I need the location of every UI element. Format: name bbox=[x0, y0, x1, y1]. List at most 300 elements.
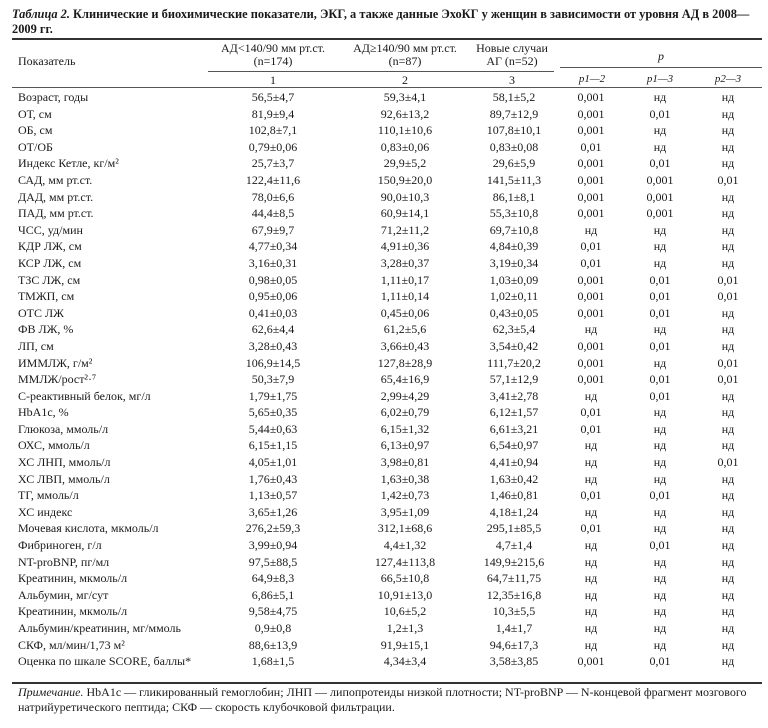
group1-value: 25,7±3,7 bbox=[251, 156, 295, 171]
p13-value: 0,01 bbox=[649, 289, 671, 304]
row-label: ПАД, мм рт.ст. bbox=[18, 206, 94, 221]
p12-value: 0,01 bbox=[580, 239, 602, 254]
p23-value: 0,01 bbox=[717, 172, 739, 187]
group3-value: 6,54±0,97 bbox=[489, 438, 539, 453]
p23-value: нд bbox=[721, 654, 735, 669]
p12-value: 0,01 bbox=[580, 521, 602, 536]
group2-value: 92,6±13,2 bbox=[380, 106, 430, 121]
row-label: Фибриноген, г/л bbox=[18, 538, 102, 553]
column-header-group1-line1: АД<140/90 мм рт.ст. bbox=[221, 41, 325, 55]
table-row bbox=[12, 371, 762, 388]
column-header-p12: p1—2 bbox=[578, 73, 606, 85]
p12-value: 0,01 bbox=[580, 139, 602, 154]
column-number-1: 1 bbox=[270, 73, 276, 87]
p23-value: нд bbox=[721, 488, 735, 503]
table-row bbox=[12, 189, 762, 206]
table-row bbox=[12, 305, 762, 322]
p13-value: 0,01 bbox=[649, 305, 671, 320]
column-header-p: p bbox=[658, 49, 664, 63]
table-row bbox=[12, 421, 762, 438]
group3-value: 57,1±12,9 bbox=[489, 372, 539, 387]
table-note-label: Примечание. bbox=[18, 685, 84, 699]
p12-value: 0,01 bbox=[580, 488, 602, 503]
table-caption-lead: Таблица 2. bbox=[12, 7, 70, 21]
table-row bbox=[12, 388, 762, 405]
p13-value: 0,01 bbox=[649, 272, 671, 287]
p12-value: нд bbox=[584, 571, 598, 586]
table-row bbox=[12, 537, 762, 554]
row-label: ОТС ЛЖ bbox=[18, 305, 64, 320]
p12-value: нд bbox=[584, 621, 598, 635]
column-header-group2-line2: (n=87) bbox=[388, 54, 422, 68]
table-row bbox=[12, 222, 762, 239]
group2-value: 0,45±0,06 bbox=[380, 305, 430, 320]
p12-value: 0,01 bbox=[580, 255, 602, 270]
group2-value: 3,66±0,43 bbox=[380, 338, 430, 353]
group1-value: 5,44±0,63 bbox=[248, 421, 298, 436]
p12-value: 0,001 bbox=[577, 106, 605, 121]
p13-value: 0,001 bbox=[646, 206, 674, 221]
group2-value: 6,15±1,32 bbox=[380, 421, 430, 436]
p23-value: нд bbox=[721, 222, 735, 237]
group1-value: 3,65±1,26 bbox=[248, 504, 298, 519]
column-header-group3 bbox=[470, 42, 554, 68]
p12-value: нд bbox=[584, 504, 598, 519]
row-label: Возраст, годы bbox=[18, 90, 89, 104]
group1-value: 3,16±0,31 bbox=[248, 255, 298, 270]
group3-value: 141,5±11,3 bbox=[486, 172, 542, 187]
group2-value: 3,95±1,09 bbox=[380, 504, 430, 519]
p12-value: 0,001 bbox=[577, 172, 605, 187]
row-label: ФВ ЛЖ, % bbox=[18, 322, 74, 337]
p23-value: нд bbox=[721, 239, 735, 254]
data-table bbox=[12, 89, 762, 670]
group2-value: 1,11±0,14 bbox=[380, 289, 430, 304]
group3-value: 86,1±8,1 bbox=[492, 189, 536, 204]
group3-value: 62,3±5,4 bbox=[492, 322, 536, 337]
p23-value: нд bbox=[721, 139, 735, 154]
p23-value: нд bbox=[721, 521, 735, 536]
group3-value: 4,84±0,39 bbox=[489, 239, 539, 254]
row-label: Альбумин/креатинин, мг/ммоль bbox=[18, 621, 181, 635]
p23-value: нд bbox=[721, 338, 735, 353]
table-row bbox=[12, 172, 762, 189]
p12-value: нд bbox=[584, 388, 598, 403]
p23-value: нд bbox=[721, 538, 735, 553]
group1-value: 56,5±4,7 bbox=[251, 90, 295, 104]
group1-value: 50,3±7,9 bbox=[251, 372, 295, 387]
table-row bbox=[12, 437, 762, 454]
p12-value: 0,001 bbox=[577, 123, 605, 138]
group3-value: 29,6±5,9 bbox=[492, 156, 536, 171]
group1-value: 3,28±0,43 bbox=[248, 338, 298, 353]
group2-value: 150,9±20,0 bbox=[377, 172, 433, 187]
table-note-text: HbA1c — гликированный гемоглобин; ЛНП — липопротеиды низкой плотности; NT-proBNP — N-концевой фрагмент мозгового натрийуретического пептида; СКФ — скорость клубочковой фильтрации. bbox=[18, 685, 747, 714]
row-label: Креатинин, мкмоль/л bbox=[18, 571, 128, 586]
group3-value: 295,1±85,5 bbox=[486, 521, 542, 536]
p13-value: нд bbox=[653, 322, 667, 337]
table-bottom-rule bbox=[12, 682, 762, 684]
p13-value: нд bbox=[653, 455, 667, 470]
group1-value: 106,9±14,5 bbox=[245, 355, 301, 370]
group3-value: 107,8±10,1 bbox=[486, 123, 542, 138]
group3-value: 3,58±3,85 bbox=[489, 654, 539, 669]
p23-value: нд bbox=[721, 554, 735, 569]
group2-value: 60,9±14,1 bbox=[380, 206, 430, 221]
p13-value: нд bbox=[653, 604, 667, 619]
group1-value: 81,9±9,4 bbox=[251, 106, 295, 121]
p23-value: нд bbox=[721, 604, 735, 619]
p23-value: нд bbox=[721, 571, 735, 586]
table-note bbox=[18, 685, 762, 715]
group1-value: 78,0±6,6 bbox=[251, 189, 295, 204]
table-row bbox=[12, 122, 762, 139]
p13-value: 0,001 bbox=[646, 189, 674, 204]
p13-value: нд bbox=[653, 554, 667, 569]
group1-value: 1,13±0,57 bbox=[248, 488, 298, 503]
column-number-2: 2 bbox=[402, 73, 408, 87]
p13-value: нд bbox=[653, 222, 667, 237]
group3-value: 1,63±0,42 bbox=[489, 471, 539, 486]
column-header-group1 bbox=[208, 42, 338, 68]
column-header-group3-line1: Новые случаи bbox=[476, 41, 548, 55]
p13-value: нд bbox=[653, 521, 667, 536]
group1-value: 122,4±11,6 bbox=[245, 172, 301, 187]
p23-value: 0,01 bbox=[717, 455, 739, 470]
group3-value: 69,7±10,8 bbox=[489, 222, 539, 237]
row-label: ММЛЖ/рост²·⁷ bbox=[18, 372, 97, 387]
p23-value: нд bbox=[721, 255, 735, 270]
p13-value: нд bbox=[653, 355, 667, 370]
p12-value: нд bbox=[584, 637, 598, 652]
column-header-group2 bbox=[338, 42, 472, 68]
group1-value: 1,79±1,75 bbox=[248, 388, 298, 403]
row-label: ЧСС, уд/мин bbox=[18, 222, 83, 237]
column-header-parameter: Показатель bbox=[18, 54, 76, 68]
p23-value: нд bbox=[721, 322, 735, 337]
p23-value: нд bbox=[721, 621, 735, 635]
group2-value: 312,1±68,6 bbox=[377, 521, 433, 536]
group2-value: 110,1±10,6 bbox=[377, 123, 433, 138]
p23-value: нд bbox=[721, 90, 735, 104]
group2-value: 4,91±0,36 bbox=[380, 239, 430, 254]
group3-value: 64,7±11,75 bbox=[486, 571, 542, 586]
group3-value: 12,35±16,8 bbox=[486, 587, 542, 602]
p13-value: нд bbox=[653, 90, 667, 104]
row-label: ИММЛЖ, г/м² bbox=[18, 355, 93, 370]
p23-value: нд bbox=[721, 123, 735, 138]
row-label: HbA1c, % bbox=[18, 405, 69, 420]
p23-value: нд bbox=[721, 189, 735, 204]
group2-value: 6,13±0,97 bbox=[380, 438, 430, 453]
table-row bbox=[12, 288, 762, 305]
group3-value: 10,3±5,5 bbox=[492, 604, 536, 619]
p12-value: 0,001 bbox=[577, 654, 605, 669]
row-label: ЛП, см bbox=[18, 338, 54, 353]
row-label: СКФ, мл/мин/1,73 м² bbox=[18, 637, 125, 652]
p23-value: нд bbox=[721, 106, 735, 121]
group2-value: 1,2±1,3 bbox=[386, 621, 424, 635]
p12-value: нд bbox=[584, 455, 598, 470]
table-row bbox=[12, 471, 762, 488]
group2-value: 66,5±10,8 bbox=[380, 571, 430, 586]
group2-value: 71,2±11,2 bbox=[380, 222, 430, 237]
table-row bbox=[12, 570, 762, 587]
group1-value: 0,41±0,03 bbox=[248, 305, 298, 320]
p23-value: 0,01 bbox=[717, 289, 739, 304]
p13-value: 0,001 bbox=[646, 172, 674, 187]
p12-value: 0,001 bbox=[577, 289, 605, 304]
p12-value: 0,01 bbox=[580, 405, 602, 420]
p13-value: 0,01 bbox=[649, 106, 671, 121]
column-header-p23: p2—3 bbox=[714, 73, 742, 85]
p13-value: нд bbox=[653, 637, 667, 652]
p13-value: нд bbox=[653, 239, 667, 254]
group1-value: 44,4±8,5 bbox=[251, 206, 295, 221]
column-header-p13: p1—3 bbox=[646, 73, 674, 85]
p23-value: 0,01 bbox=[717, 355, 739, 370]
group1-value: 64,9±8,3 bbox=[251, 571, 295, 586]
table-row bbox=[12, 520, 762, 537]
p13-value: 0,01 bbox=[649, 156, 671, 171]
p12-value: 0,001 bbox=[577, 206, 605, 221]
group3-value: 6,12±1,57 bbox=[489, 405, 539, 420]
row-label: С-реактивный белок, мг/л bbox=[18, 388, 151, 403]
row-label: ТМЖП, см bbox=[18, 289, 75, 304]
row-label: ОБ, см bbox=[18, 123, 53, 138]
group1-value: 1,76±0,43 bbox=[248, 471, 298, 486]
p13-value: нд bbox=[653, 587, 667, 602]
group3-value: 4,7±1,4 bbox=[495, 538, 533, 553]
group2-value: 65,4±16,9 bbox=[380, 372, 430, 387]
group2-value: 2,99±4,29 bbox=[380, 388, 430, 403]
group3-value: 3,54±0,42 bbox=[489, 338, 539, 353]
group1-value: 67,9±9,7 bbox=[251, 222, 295, 237]
row-label: Креатинин, мкмоль/л bbox=[18, 604, 128, 619]
group2-value: 10,6±5,2 bbox=[383, 604, 427, 619]
group1-value: 6,15±1,15 bbox=[248, 438, 298, 453]
group2-value: 127,4±113,8 bbox=[374, 554, 436, 569]
p23-value: нд bbox=[721, 388, 735, 403]
group1-value: 9,58±4,75 bbox=[248, 604, 298, 619]
table-row bbox=[12, 355, 762, 372]
group2-value: 4,4±1,32 bbox=[383, 538, 427, 553]
row-label: КДР ЛЖ, см bbox=[18, 239, 82, 254]
p12-value: нд bbox=[584, 438, 598, 453]
column-header-group2-line1: АД≥140/90 мм рт.ст. bbox=[353, 41, 457, 55]
group2-value: 1,63±0,38 bbox=[380, 471, 430, 486]
p13-value: нд bbox=[653, 504, 667, 519]
group3-value: 1,46±0,81 bbox=[489, 488, 539, 503]
table-row bbox=[12, 487, 762, 504]
p23-value: нд bbox=[721, 156, 735, 171]
p13-value: 0,01 bbox=[649, 538, 671, 553]
row-label: Глюкоза, ммоль/л bbox=[18, 421, 109, 436]
table-row bbox=[12, 321, 762, 338]
p12-value: нд bbox=[584, 222, 598, 237]
group3-value: 4,41±0,94 bbox=[489, 455, 539, 470]
group1-value: 88,6±13,9 bbox=[248, 637, 298, 652]
row-label: Индекс Кетле, кг/м² bbox=[18, 156, 119, 171]
p13-value: нд bbox=[653, 139, 667, 154]
p23-value: нд bbox=[721, 405, 735, 420]
group3-value: 6,61±3,21 bbox=[489, 421, 539, 436]
group3-value: 0,43±0,05 bbox=[489, 305, 539, 320]
table-row bbox=[12, 338, 762, 355]
table-row bbox=[12, 238, 762, 255]
p13-value: 0,01 bbox=[649, 388, 671, 403]
group3-value: 55,3±10,8 bbox=[489, 206, 539, 221]
p12-value: нд bbox=[584, 322, 598, 337]
p23-value: нд bbox=[721, 438, 735, 453]
table-row bbox=[12, 255, 762, 272]
header-bottom-rule bbox=[12, 87, 762, 88]
table-row bbox=[12, 272, 762, 289]
table-row bbox=[12, 637, 762, 654]
p13-value: нд bbox=[653, 255, 667, 270]
group1-value: 4,05±1,01 bbox=[248, 455, 298, 470]
table-row bbox=[12, 653, 762, 670]
group1-value: 0,79±0,06 bbox=[248, 139, 298, 154]
group1-value: 6,86±5,1 bbox=[251, 587, 295, 602]
p12-value: 0,01 bbox=[580, 421, 602, 436]
p13-value: 0,01 bbox=[649, 488, 671, 503]
table-row bbox=[12, 603, 762, 620]
column-header-group3-line2: АГ (n=52) bbox=[486, 54, 538, 68]
group2-value: 6,02±0,79 bbox=[380, 405, 430, 420]
row-label: ТЗС ЛЖ, см bbox=[18, 272, 81, 287]
p23-value: нд bbox=[721, 587, 735, 602]
group2-value: 59,3±4,1 bbox=[383, 90, 427, 104]
table-caption bbox=[12, 7, 762, 37]
table-top-rule bbox=[12, 38, 762, 40]
group2-value: 29,9±5,2 bbox=[383, 156, 427, 171]
p13-value: нд bbox=[653, 571, 667, 586]
table-row bbox=[12, 106, 762, 123]
group1-value: 1,68±1,5 bbox=[251, 654, 295, 669]
group3-value: 94,6±17,3 bbox=[489, 637, 539, 652]
table-row bbox=[12, 205, 762, 222]
p23-value: нд bbox=[721, 206, 735, 221]
group3-value: 1,03±0,09 bbox=[489, 272, 539, 287]
p23-value: нд bbox=[721, 421, 735, 436]
p12-value: нд bbox=[584, 471, 598, 486]
group3-value: 3,19±0,34 bbox=[489, 255, 539, 270]
p13-value: нд bbox=[653, 471, 667, 486]
row-label: ХС ЛВП, ммоль/л bbox=[18, 471, 110, 486]
table-row bbox=[12, 155, 762, 172]
group3-value: 0,83±0,08 bbox=[489, 139, 539, 154]
p12-value: 0,001 bbox=[577, 272, 605, 287]
p13-value: 0,01 bbox=[649, 372, 671, 387]
p13-value: 0,01 bbox=[649, 338, 671, 353]
row-label: ОТ/ОБ bbox=[18, 139, 53, 154]
group3-value: 89,7±12,9 bbox=[489, 106, 539, 121]
group1-value: 0,98±0,05 bbox=[248, 272, 298, 287]
group1-value: 5,65±0,35 bbox=[248, 405, 298, 420]
p12-value: нд bbox=[584, 538, 598, 553]
table-caption-text: Клинические и биохимические показатели, ЭКГ, а также данные ЭхоКГ у женщин в зависимости от уровня АД в 2008—2009 гг. bbox=[12, 7, 750, 36]
p12-value: 0,001 bbox=[577, 90, 605, 104]
p12-value: 0,001 bbox=[577, 189, 605, 204]
group2-value: 3,28±0,37 bbox=[380, 255, 430, 270]
group1-value: 0,95±0,06 bbox=[248, 289, 298, 304]
row-label: ДАД, мм рт.ст. bbox=[18, 189, 94, 204]
group1-value: 0,9±0,8 bbox=[254, 621, 292, 635]
column-header-group1-line2: (n=174) bbox=[253, 54, 293, 68]
table-row bbox=[12, 554, 762, 571]
p23-value: 0,01 bbox=[717, 272, 739, 287]
group1-value: 97,5±88,5 bbox=[248, 554, 298, 569]
p12-value: нд bbox=[584, 604, 598, 619]
p13-value: 0,01 bbox=[649, 654, 671, 669]
row-label: NT-proBNP, пг/мл bbox=[18, 554, 110, 569]
group2-value: 1,42±0,73 bbox=[380, 488, 430, 503]
group3-value: 111,7±20,2 bbox=[487, 355, 541, 370]
group2-value: 10,91±13,0 bbox=[377, 587, 433, 602]
p12-value: нд bbox=[584, 554, 598, 569]
group-header-underline bbox=[208, 71, 554, 72]
p23-value: нд bbox=[721, 471, 735, 486]
group3-value: 149,9±215,6 bbox=[483, 554, 545, 569]
column-number-3: 3 bbox=[509, 73, 515, 87]
row-label: ТГ, ммоль/л bbox=[18, 488, 79, 503]
table-row bbox=[12, 404, 762, 421]
table-row bbox=[12, 587, 762, 604]
row-label: ОХС, ммоль/л bbox=[18, 438, 90, 453]
p23-value: 0,01 bbox=[717, 372, 739, 387]
group1-value: 3,99±0,94 bbox=[248, 538, 298, 553]
group2-value: 90,0±10,3 bbox=[380, 189, 430, 204]
table-row bbox=[12, 89, 762, 106]
table-row bbox=[12, 504, 762, 521]
table-row bbox=[12, 139, 762, 156]
group3-value: 4,18±1,24 bbox=[489, 504, 539, 519]
p13-value: нд bbox=[653, 438, 667, 453]
row-label: ХС ЛНП, ммоль/л bbox=[18, 455, 111, 470]
row-label: Оценка по шкале SCORE, баллы* bbox=[18, 654, 192, 669]
group3-value: 58,1±5,2 bbox=[492, 90, 536, 104]
p-header-underline bbox=[560, 67, 762, 68]
row-label: ХС индекс bbox=[18, 504, 73, 519]
p13-value: нд bbox=[653, 621, 667, 635]
table-row bbox=[12, 454, 762, 471]
group2-value: 1,11±0,17 bbox=[380, 272, 430, 287]
row-label: САД, мм рт.ст. bbox=[18, 172, 93, 187]
row-label: Мочевая кислота, мкмоль/л bbox=[18, 521, 159, 536]
group1-value: 276,2±59,3 bbox=[245, 521, 301, 536]
p23-value: нд bbox=[721, 504, 735, 519]
group2-value: 4,34±3,4 bbox=[383, 654, 427, 669]
group2-value: 61,2±5,6 bbox=[383, 322, 427, 337]
p13-value: нд bbox=[653, 405, 667, 420]
p12-value: 0,001 bbox=[577, 355, 605, 370]
p12-value: 0,001 bbox=[577, 372, 605, 387]
p23-value: нд bbox=[721, 305, 735, 320]
group3-value: 1,4±1,7 bbox=[495, 621, 533, 635]
group1-value: 102,8±7,1 bbox=[248, 123, 298, 138]
row-label: КСР ЛЖ, см bbox=[18, 255, 82, 270]
group2-value: 0,83±0,06 bbox=[380, 139, 430, 154]
group3-value: 1,02±0,11 bbox=[489, 289, 539, 304]
p13-value: нд bbox=[653, 123, 667, 138]
group3-value: 3,41±2,78 bbox=[489, 388, 539, 403]
group2-value: 91,9±15,1 bbox=[380, 637, 430, 652]
row-label: ОТ, см bbox=[18, 106, 52, 121]
group2-value: 3,98±0,81 bbox=[380, 455, 430, 470]
p12-value: 0,001 bbox=[577, 156, 605, 171]
group1-value: 4,77±0,34 bbox=[248, 239, 298, 254]
